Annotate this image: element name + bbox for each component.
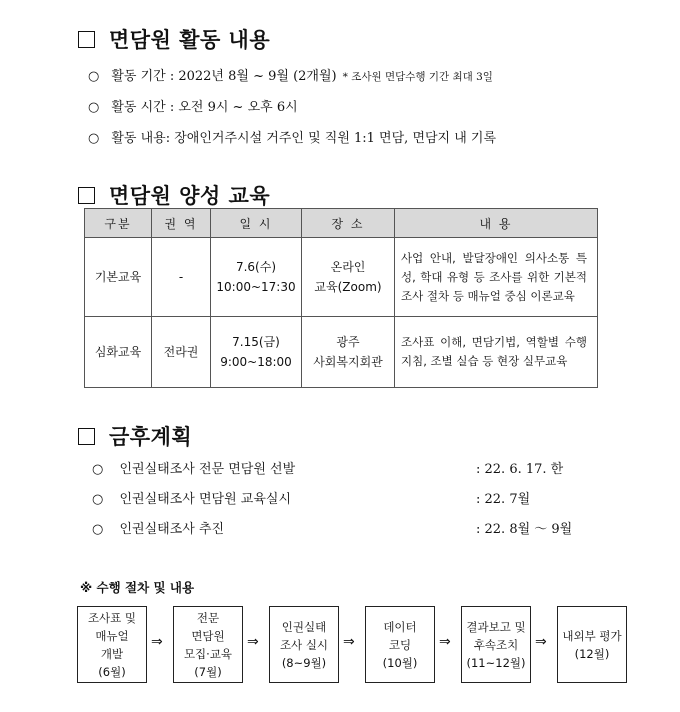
training-table xyxy=(84,208,598,388)
plan-value: : 22. 6. 17. 한 xyxy=(476,462,564,477)
double-arrow-icon: ⇒ xyxy=(439,634,451,650)
plan-item xyxy=(92,518,602,537)
double-arrow-icon: ⇒ xyxy=(343,634,355,650)
header-region: 권 역 xyxy=(152,209,211,238)
activity-period-item xyxy=(88,65,493,84)
double-arrow-icon: ⇒ xyxy=(247,634,259,650)
activity-period-note: * 조사원 면담수행 기간 최대 3일 xyxy=(342,71,493,83)
plan-label: 인권실태조사 면담원 교육실시 xyxy=(119,492,292,507)
plan-item xyxy=(92,458,602,477)
procedure-title: ※ 수행 절차 및 내용 xyxy=(80,580,195,595)
activity-time-item xyxy=(88,96,298,115)
section3-heading xyxy=(78,421,192,451)
circle-bullet-icon: ○ xyxy=(92,492,104,507)
table-row xyxy=(85,317,598,388)
checkbox-square-icon xyxy=(78,428,95,445)
procedure-step: 전문 면담원 모집·교육 (7월) xyxy=(173,606,243,683)
checkbox-square-icon xyxy=(78,31,95,48)
cell-date: 7.15(금) 9:00~18:00 xyxy=(211,317,302,388)
cell-region: - xyxy=(152,238,211,317)
activity-content-item xyxy=(88,127,496,146)
plan-label: 인권실태조사 전문 면담원 선발 xyxy=(119,462,296,477)
activity-period-text: 활동 기간 : 2022년 8월 ~ 9월 (2개월) xyxy=(111,69,337,84)
procedure-step: 결과보고 및 후속조치 (11~12월) xyxy=(461,606,531,683)
section1-title: 면담원 활동 내용 xyxy=(109,28,271,52)
procedure-step: 내외부 평가 (12월) xyxy=(557,606,627,683)
circle-bullet-icon: ○ xyxy=(88,100,100,115)
cell-type: 기본교육 xyxy=(85,238,152,317)
circle-bullet-icon: ○ xyxy=(88,131,100,146)
activity-content-text: 활동 내용: 장애인거주시설 거주인 및 직원 1:1 면담, 면담지 내 기록 xyxy=(111,131,497,146)
section2-title: 면담원 양성 교육 xyxy=(109,184,271,208)
double-arrow-icon: ⇒ xyxy=(151,634,163,650)
plan-value: : 22. 8월 ～ 9월 xyxy=(476,522,573,537)
header-type: 구분 xyxy=(85,209,152,238)
cell-date: 7.6(수) 10:00~17:30 xyxy=(211,238,302,317)
plan-value: : 22. 7월 xyxy=(476,492,531,507)
cell-place: 온라인 교육(Zoom) xyxy=(302,238,395,317)
header-place: 장 소 xyxy=(302,209,395,238)
section3-title: 금후계획 xyxy=(109,425,193,449)
table-row xyxy=(85,238,598,317)
double-arrow-icon: ⇒ xyxy=(535,634,547,650)
cell-content: 사업 안내, 발달장애인 의사소통 특성, 학대 유형 등 조사를 위한 기본적 조사 절차 등 매뉴얼 중심 이론교육 xyxy=(395,238,598,317)
cell-region: 전라권 xyxy=(152,317,211,388)
circle-bullet-icon: ○ xyxy=(92,462,104,477)
header-content: 내 용 xyxy=(395,209,598,238)
cell-place: 광주 사회복지회관 xyxy=(302,317,395,388)
plan-item xyxy=(92,488,602,507)
checkbox-square-icon xyxy=(78,187,95,204)
circle-bullet-icon: ○ xyxy=(88,69,100,84)
cell-content: 조사표 이해, 면담기법, 역할별 수행지침, 조별 실습 등 현장 실무교육 xyxy=(395,317,598,388)
procedure-step: 데이터 코딩 (10월) xyxy=(365,606,435,683)
procedure-step: 조사표 및 매뉴얼 개발 (6월) xyxy=(77,606,147,683)
circle-bullet-icon: ○ xyxy=(92,522,104,537)
table-header-row xyxy=(85,209,598,238)
section2-heading xyxy=(78,180,270,210)
procedure-flow xyxy=(77,606,626,683)
section1-heading xyxy=(78,24,270,54)
activity-time-text: 활동 시간 : 오전 9시 ~ 오후 6시 xyxy=(111,100,298,115)
cell-type: 심화교육 xyxy=(85,317,152,388)
plan-label: 인권실태조사 추진 xyxy=(119,522,225,537)
header-date: 일 시 xyxy=(211,209,302,238)
procedure-step: 인권실태 조사 실시 (8~9월) xyxy=(269,606,339,683)
